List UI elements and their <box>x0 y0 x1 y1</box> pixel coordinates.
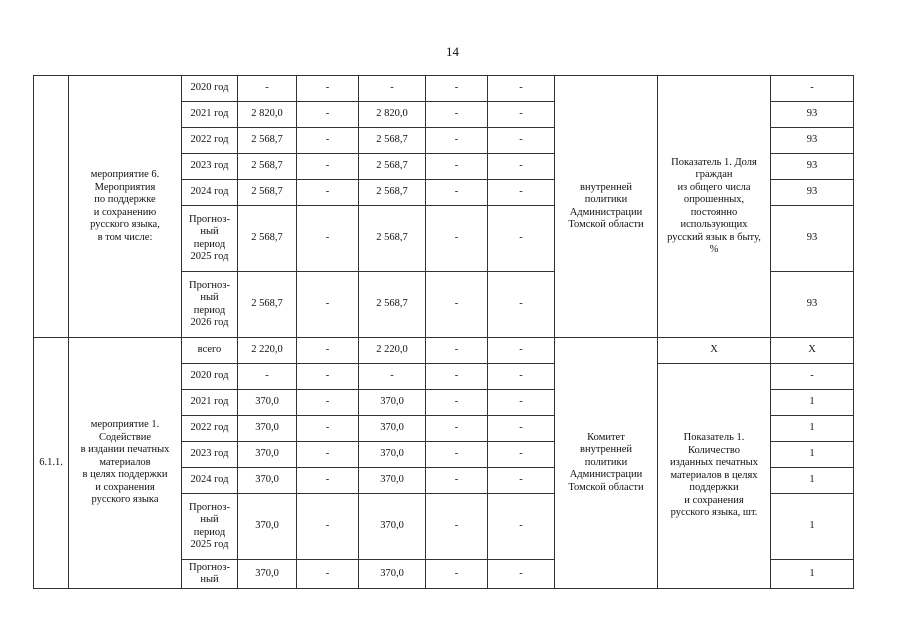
value-cell: - <box>426 494 488 560</box>
table-row <box>34 76 854 102</box>
value-cell: - <box>426 76 488 102</box>
total-cell: 2 220,0 <box>238 338 297 364</box>
period-cell: 2021 год <box>182 102 238 128</box>
total-cell: 370,0 <box>238 416 297 442</box>
table-row <box>34 338 854 364</box>
value-cell: 2 820,0 <box>359 102 426 128</box>
value-cell: - <box>488 494 555 560</box>
period-cell: 2024 год <box>182 180 238 206</box>
executor-cell: внутренней политики Администрации Томской области <box>555 76 658 338</box>
target-cell: 1 <box>771 442 854 468</box>
executor-cell: Комитет внутренней политики Администрации Томской области <box>555 338 658 589</box>
value-cell: - <box>297 442 359 468</box>
measure-name-cell: мероприятие 6. Мероприятия по поддержке и сохранению русского языка, в том числе: <box>69 76 182 338</box>
value-cell: - <box>297 180 359 206</box>
period-cell: Прогноз- ный период 2025 год <box>182 494 238 560</box>
value-cell: 2 568,7 <box>359 154 426 180</box>
value-cell: - <box>426 180 488 206</box>
target-cell: 1 <box>771 416 854 442</box>
value-cell: - <box>488 206 555 272</box>
value-cell: 2 568,7 <box>359 128 426 154</box>
value-cell: 370,0 <box>359 468 426 494</box>
value-cell: - <box>426 364 488 390</box>
period-cell: 2022 год <box>182 416 238 442</box>
value-cell: - <box>426 338 488 364</box>
value-cell: - <box>488 102 555 128</box>
value-cell: - <box>297 468 359 494</box>
indicator-cell: Показатель 1. Доля граждан из общего числа опрошенных, постоянно использующих русский язык в быту, % <box>658 76 771 338</box>
value-cell: - <box>297 128 359 154</box>
measure-name-cell: мероприятие 1. Содействие в издании печатных материалов в целях поддержки и сохранения русского языка <box>69 338 182 589</box>
value-cell: 370,0 <box>359 560 426 589</box>
value-cell: 370,0 <box>359 494 426 560</box>
code-cell <box>34 76 69 338</box>
value-cell: - <box>488 272 555 338</box>
value-cell: - <box>297 390 359 416</box>
value-cell: 2 568,7 <box>359 206 426 272</box>
value-cell: - <box>488 154 555 180</box>
value-cell: - <box>426 416 488 442</box>
value-cell: - <box>297 206 359 272</box>
value-cell: - <box>426 154 488 180</box>
target-cell: 1 <box>771 468 854 494</box>
value-cell: - <box>488 180 555 206</box>
period-cell: 2023 год <box>182 154 238 180</box>
total-cell: 2 568,7 <box>238 272 297 338</box>
total-cell: 370,0 <box>238 442 297 468</box>
indicator-cell: Показатель 1. Количество изданных печатных материалов в целях поддержки и сохранения русского языка, шт. <box>658 364 771 589</box>
value-cell: 2 568,7 <box>359 180 426 206</box>
value-cell: - <box>426 442 488 468</box>
value-cell: 2 568,7 <box>359 272 426 338</box>
target-cell: 93 <box>771 272 854 338</box>
value-cell: - <box>297 494 359 560</box>
value-cell: - <box>297 560 359 589</box>
target-cell: 1 <box>771 494 854 560</box>
value-cell: - <box>426 560 488 589</box>
total-cell: 370,0 <box>238 390 297 416</box>
value-cell: - <box>488 76 555 102</box>
total-cell: - <box>238 364 297 390</box>
value-cell: - <box>297 76 359 102</box>
value-cell: - <box>426 206 488 272</box>
value-cell: - <box>426 128 488 154</box>
total-cell: 370,0 <box>238 468 297 494</box>
value-cell: - <box>426 102 488 128</box>
period-cell: 2023 год <box>182 442 238 468</box>
target-cell: 93 <box>771 154 854 180</box>
value-cell: - <box>488 560 555 589</box>
value-cell: - <box>488 390 555 416</box>
value-cell: 370,0 <box>359 390 426 416</box>
total-cell: 2 568,7 <box>238 128 297 154</box>
value-cell: - <box>488 468 555 494</box>
value-cell: - <box>488 338 555 364</box>
period-cell: Прогноз- ный период 2026 год <box>182 272 238 338</box>
value-cell: - <box>297 154 359 180</box>
value-cell: - <box>297 416 359 442</box>
code-cell: 6.1.1. <box>34 338 69 589</box>
period-cell: 2020 год <box>182 76 238 102</box>
value-cell: 370,0 <box>359 442 426 468</box>
value-cell: - <box>426 272 488 338</box>
target-cell: - <box>771 364 854 390</box>
total-cell: 370,0 <box>238 494 297 560</box>
value-cell: - <box>297 102 359 128</box>
value-cell: - <box>488 416 555 442</box>
value-cell: - <box>488 442 555 468</box>
value-cell: - <box>426 468 488 494</box>
total-cell: 2 820,0 <box>238 102 297 128</box>
target-cell: X <box>771 338 854 364</box>
value-cell: - <box>359 364 426 390</box>
target-cell: 93 <box>771 102 854 128</box>
period-cell: 2024 год <box>182 468 238 494</box>
total-cell: 2 568,7 <box>238 154 297 180</box>
period-cell: 2020 год <box>182 364 238 390</box>
value-cell: - <box>488 128 555 154</box>
value-cell: 2 220,0 <box>359 338 426 364</box>
period-cell: всего <box>182 338 238 364</box>
value-cell: - <box>297 338 359 364</box>
value-cell: - <box>297 364 359 390</box>
target-cell: 93 <box>771 206 854 272</box>
target-cell: 1 <box>771 560 854 589</box>
period-cell: 2022 год <box>182 128 238 154</box>
total-cell: 2 568,7 <box>238 180 297 206</box>
page-number: 14 <box>446 44 459 59</box>
indicator-x-cell: X <box>658 338 771 364</box>
total-cell: 2 568,7 <box>238 206 297 272</box>
total-cell: 370,0 <box>238 560 297 589</box>
program-table <box>33 75 854 589</box>
target-cell: 93 <box>771 128 854 154</box>
value-cell: - <box>297 272 359 338</box>
period-cell: Прогноз- ный период 2025 год <box>182 206 238 272</box>
target-cell: 1 <box>771 390 854 416</box>
value-cell: 370,0 <box>359 416 426 442</box>
period-cell: 2021 год <box>182 390 238 416</box>
period-cell: Прогноз- ный <box>182 560 238 589</box>
total-cell: - <box>238 76 297 102</box>
value-cell: - <box>488 364 555 390</box>
value-cell: - <box>359 76 426 102</box>
target-cell: - <box>771 76 854 102</box>
target-cell: 93 <box>771 180 854 206</box>
value-cell: - <box>426 390 488 416</box>
